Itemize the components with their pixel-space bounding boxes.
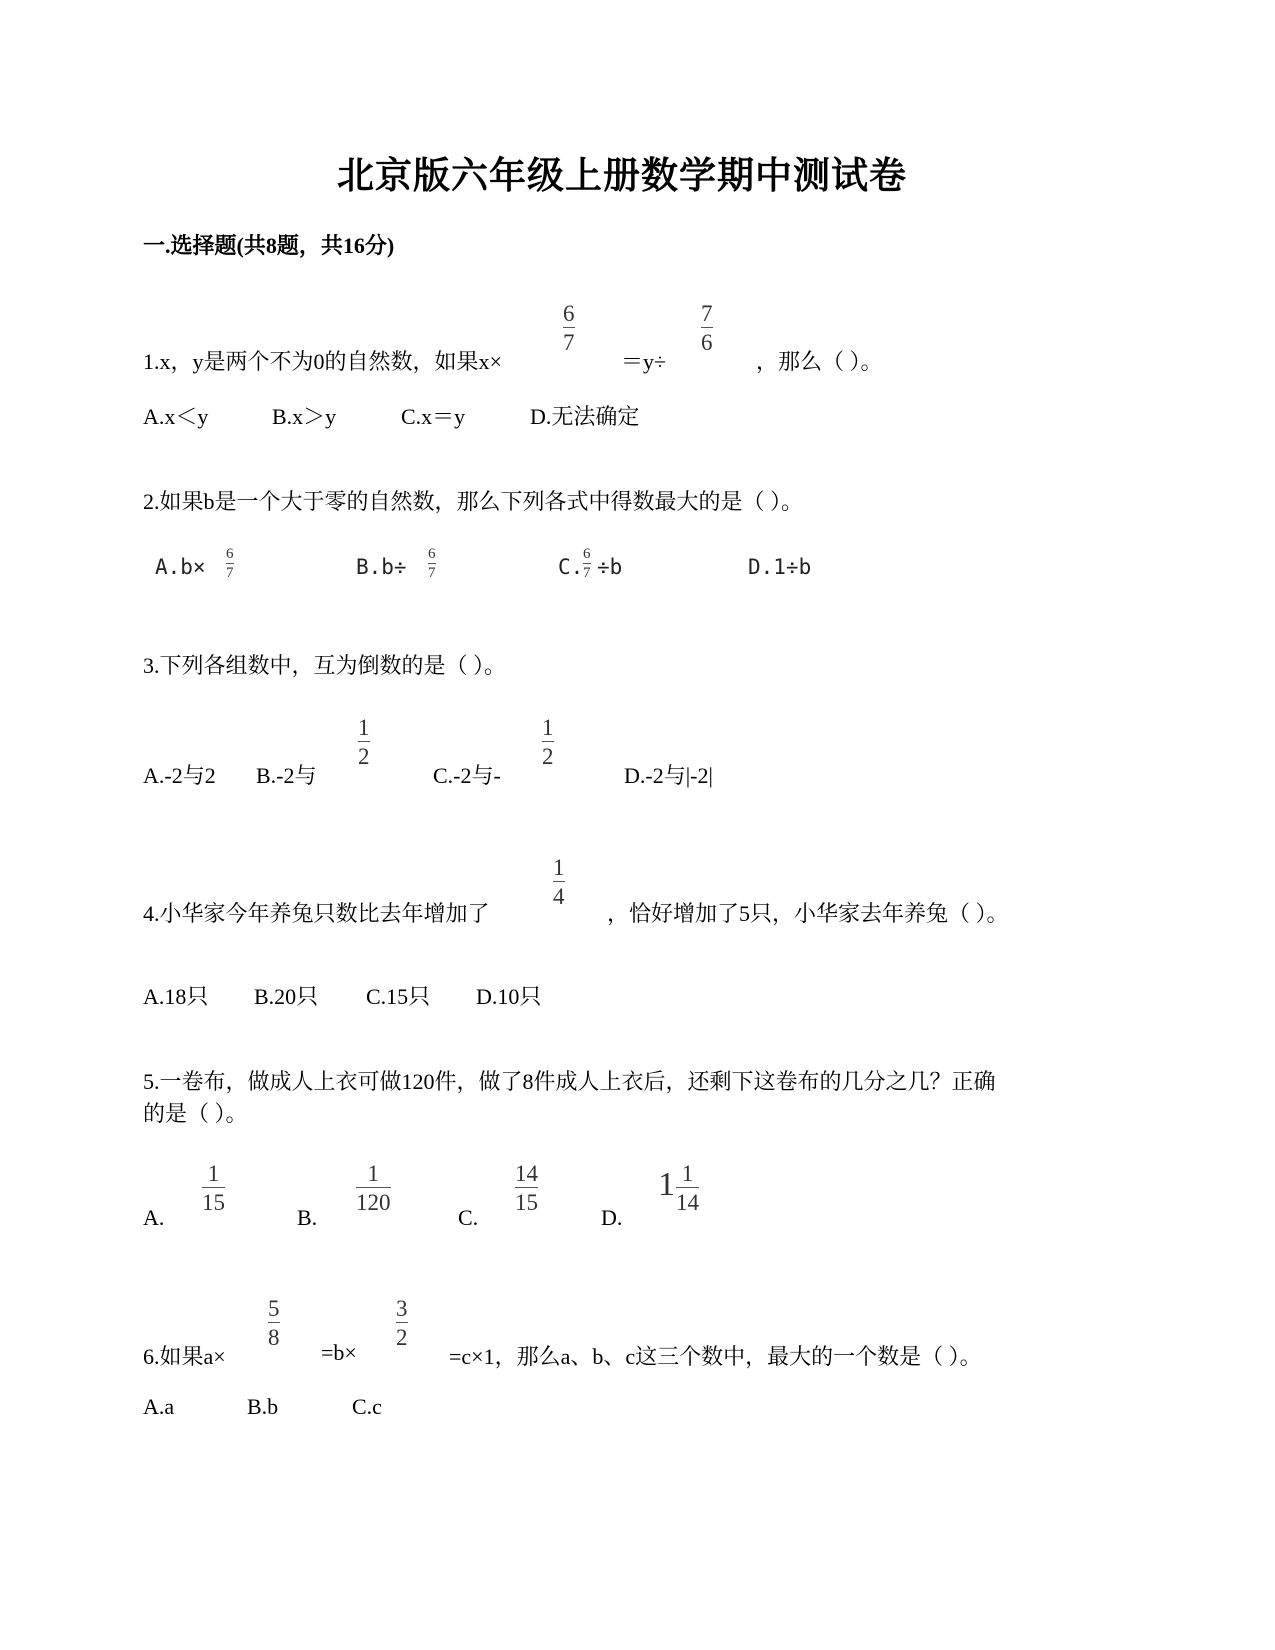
question-3-option-c[interactable]: C.-2与- — [433, 763, 501, 788]
question-1-text-part1: 1.x，y是两个不为0的自然数，如果x× — [143, 349, 502, 374]
question-3-option-c-fraction — [542, 716, 554, 768]
fraction-bar — [676, 1187, 699, 1188]
fraction-bar — [553, 881, 565, 882]
fraction-bar — [515, 1187, 538, 1188]
fraction-numerator: 6 — [226, 546, 234, 562]
question-5-option-d[interactable]: D. — [601, 1205, 623, 1230]
fraction-denominator: 7 — [583, 565, 591, 581]
fraction-bar — [583, 563, 591, 564]
question-1-option-a[interactable]: A.x＜y — [143, 404, 209, 429]
question-4-text-part2: ，恰好增加了5只，小华家去年养兔（ ）。 — [607, 901, 1009, 926]
question-1-option-c[interactable]: C.x＝y — [401, 404, 466, 429]
question-4-option-c[interactable]: C.15只 — [366, 984, 431, 1009]
fraction-denominator: 15 — [202, 1190, 225, 1215]
fraction-denominator: 2 — [396, 1325, 408, 1350]
fraction-denominator: 15 — [515, 1190, 538, 1215]
fraction-bar — [356, 1187, 391, 1188]
fraction-bar — [202, 1187, 225, 1188]
fraction-bar — [358, 741, 370, 742]
fraction-bar — [268, 1322, 280, 1323]
fraction-bar — [428, 563, 436, 564]
fraction-denominator: 7 — [428, 565, 436, 581]
question-4-fraction — [553, 856, 565, 908]
question-6-fraction-2 — [396, 1297, 408, 1349]
fraction-denominator: 7 — [226, 565, 234, 581]
question-2-option-a-fraction — [226, 547, 234, 581]
fraction-numerator: 1 — [553, 855, 565, 880]
question-3-option-a[interactable]: A.-2与2 — [143, 763, 216, 788]
question-5-option-b-fraction — [356, 1162, 391, 1214]
question-2-option-a[interactable]: A.b× — [155, 555, 206, 579]
fraction-numerator: 1 — [681, 1161, 694, 1186]
question-4-text-part1: 4.小华家今年养兔只数比去年增加了 — [143, 901, 490, 926]
fraction-bar — [226, 563, 234, 564]
question-6-option-c[interactable]: C.c — [352, 1394, 382, 1419]
question-2-text: 2.如果b是一个大于零的自然数，那么下列各式中得数最大的是（ ）。 — [143, 489, 804, 514]
question-1-option-b[interactable]: B.x＞y — [272, 404, 337, 429]
fraction-numerator: 6 — [583, 546, 591, 562]
question-5-option-c[interactable]: C. — [458, 1205, 479, 1230]
fraction-denominator: 14 — [676, 1190, 699, 1215]
question-4-option-d[interactable]: D.10只 — [476, 984, 542, 1009]
question-1-fraction-1 — [563, 302, 575, 354]
question-5-option-b[interactable]: B. — [297, 1205, 318, 1230]
question-2-option-c-suffix: ÷b — [597, 555, 623, 579]
fraction-numerator: 6 — [563, 301, 575, 326]
fraction-denominator: 120 — [356, 1190, 391, 1215]
question-5-option-c-fraction — [515, 1162, 538, 1214]
question-6-fraction-1 — [268, 1297, 280, 1349]
question-5-option-d-fraction — [676, 1162, 699, 1214]
fraction-denominator: 2 — [358, 744, 370, 769]
fraction-bar — [542, 741, 554, 742]
fraction-numerator: 7 — [701, 301, 713, 326]
question-5-option-d-whole: 1 — [658, 1166, 675, 1203]
fraction-denominator: 7 — [563, 330, 575, 355]
question-6-text-part1: 6.如果a× — [143, 1344, 226, 1369]
fraction-numerator: 5 — [268, 1296, 280, 1321]
question-1-fraction-2 — [701, 302, 713, 354]
question-5-text-line1: 5.一卷布，做成人上衣可做120件，做了8件成人上衣后，还剩下这卷布的几分之几？正确 — [143, 1069, 996, 1094]
question-6-option-b[interactable]: B.b — [247, 1394, 279, 1419]
question-4-option-b[interactable]: B.20只 — [254, 984, 319, 1009]
question-5-option-a[interactable]: A. — [143, 1205, 165, 1230]
fraction-numerator: 1 — [367, 1161, 379, 1186]
question-1-text-part2: ＝y÷ — [621, 349, 667, 374]
question-6-text-part3: =c×1，那么a、b、c这三个数中，最大的一个数是（ ）。 — [449, 1344, 982, 1369]
question-6-text-part2: =b× — [321, 1340, 357, 1365]
fraction-denominator: 4 — [553, 884, 565, 909]
question-2-option-c[interactable]: C. — [558, 555, 584, 579]
question-2-option-b[interactable]: B.b÷ — [356, 555, 407, 579]
fraction-denominator: 2 — [542, 744, 554, 769]
question-3-text: 3.下列各组数中，互为倒数的是（ ）。 — [143, 653, 507, 678]
fraction-denominator: 8 — [268, 1325, 280, 1350]
fraction-bar — [701, 327, 713, 328]
question-3-option-d[interactable]: D.-2与|-2| — [624, 763, 713, 788]
fraction-numerator: 3 — [396, 1296, 408, 1321]
section-heading: 一.选择题(共8题，共16分) — [143, 233, 395, 258]
question-6-option-a[interactable]: A.a — [143, 1394, 175, 1419]
question-3-option-b[interactable]: B.-2与 — [256, 763, 317, 788]
fraction-numerator: 1 — [542, 715, 554, 740]
question-2-option-b-fraction — [428, 547, 436, 581]
question-4-option-a[interactable]: A.18只 — [143, 984, 209, 1009]
question-5-option-a-fraction — [202, 1162, 225, 1214]
fraction-numerator: 6 — [428, 546, 436, 562]
question-5-text-line2: 的是（ ）。 — [143, 1101, 248, 1126]
question-3-option-b-fraction — [358, 716, 370, 768]
fraction-bar — [563, 327, 575, 328]
question-2-option-c-fraction — [583, 547, 591, 581]
question-1-text-part3: ，那么（ ）。 — [756, 349, 883, 374]
question-1-option-d[interactable]: D.无法确定 — [530, 404, 640, 429]
question-2-option-d[interactable]: D.1÷b — [748, 555, 812, 579]
page-title: 北京版六年级上册数学期中测试卷 — [337, 156, 907, 197]
fraction-numerator: 14 — [515, 1161, 538, 1186]
fraction-denominator: 6 — [701, 330, 713, 355]
fraction-numerator: 1 — [207, 1161, 220, 1186]
fraction-numerator: 1 — [358, 715, 370, 740]
fraction-bar — [396, 1322, 408, 1323]
